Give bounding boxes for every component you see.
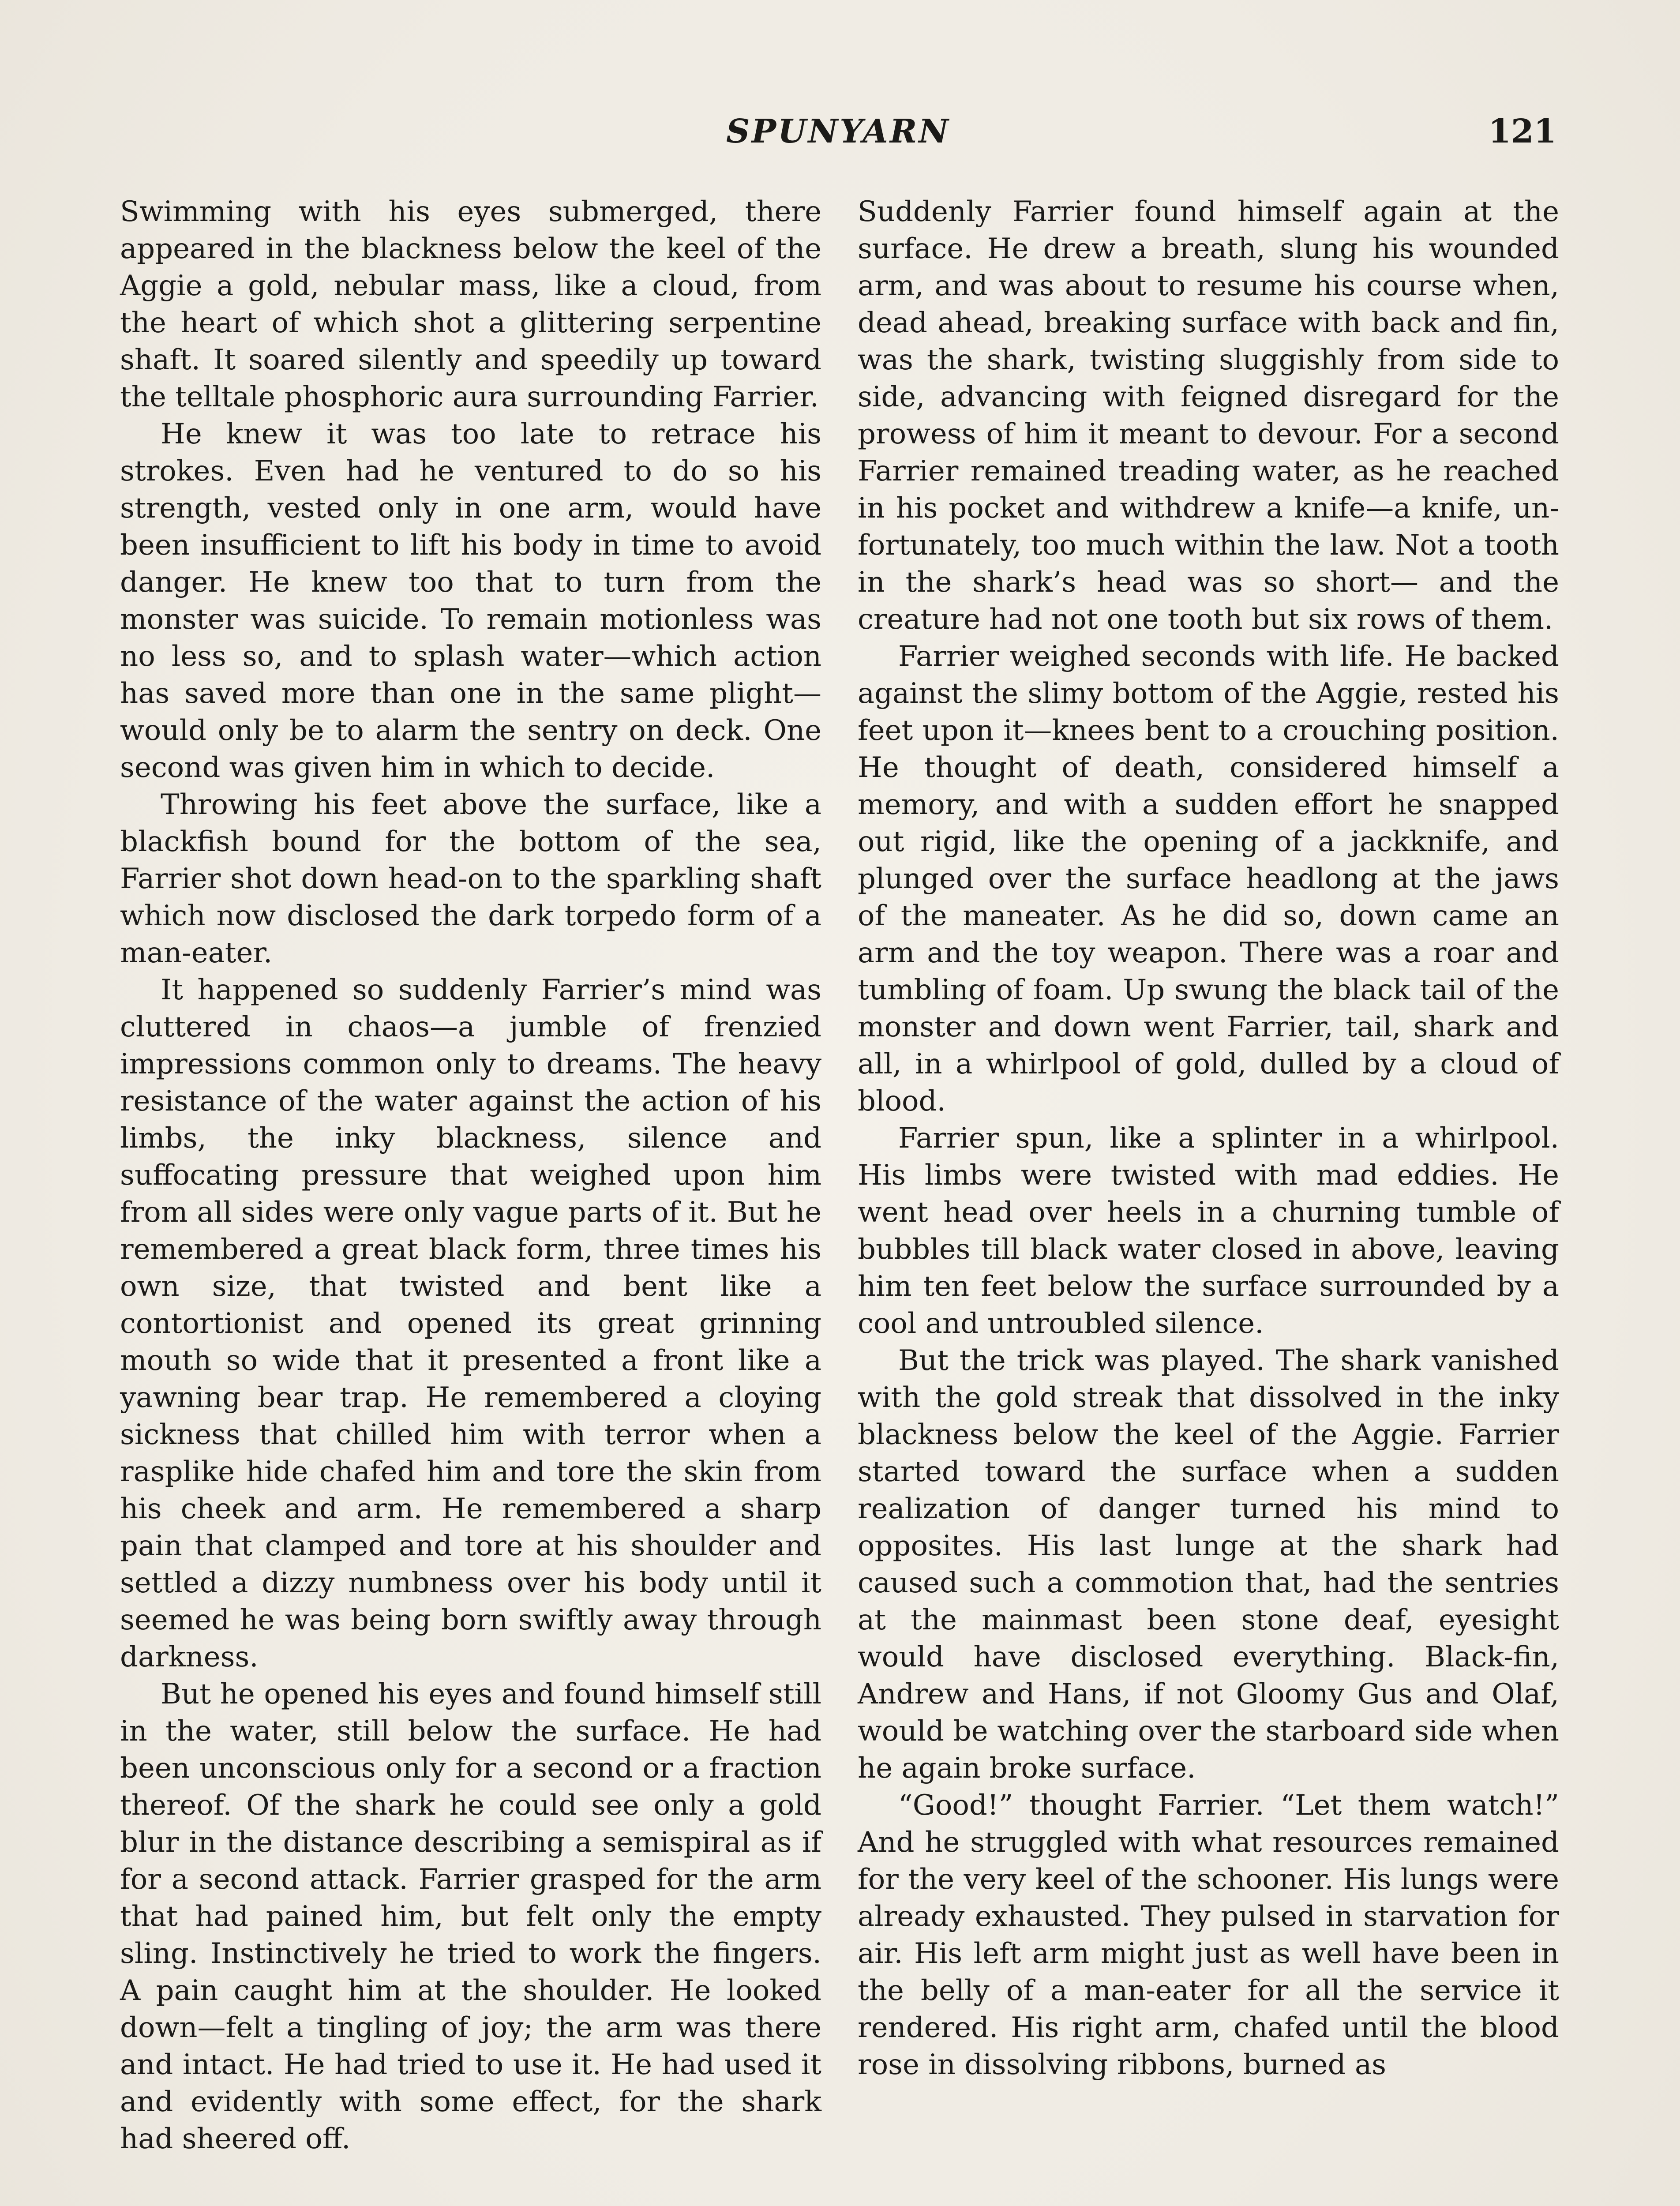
paragraph: But he opened his eyes and found himself still in the water, still below the surface. He had been unconscious only for a second or a fraction thereof. Of the shark he could see only a gold blur in the distance describing a semispiral as if for a second attack. Farrier grasped for the arm that had pained him, but felt only the empty sling. Instinctively he tried to work the fingers. A pain caught him at the shoulder. He looked down—felt a tingling of joy; the arm was there and intact. He had tried to use it. He had used it and evidently with some effect, for the shark had sheered off. bbox=[120, 1678, 821, 2155]
page-number: 121 bbox=[1488, 113, 1556, 150]
paragraph: Farrier weighed seconds with life. He backed against the slimy bottom of the Aggie, rested his feet upon it—knees bent to a crouching position. He thought of death, considered himself a memory, and with a sudden effort he snapped out rigid, like the opening of a jackknife, and plunged over the surface headlong at the jaws of the maneater. As he did so, down came an arm and the toy weapon. There was a roar and tumbling of foam. Up swung the black tail of the monster and down went Farrier, tail, shark and all, in a whirlpool of gold, dulled by a cloud of blood. bbox=[858, 640, 1559, 1118]
paragraph: Suddenly Farrier found himself again at the surface. He drew a breath, slung his wounded arm, and was about to resume his course when, dead ahead, breaking surface with back and fin, was the shark, twisting sluggishly from side to side, advancing with feigned disregard for the prowess of him it meant to devour. For a second Farrier remained treading water, as he reached in his pocket and withdrew a knife—a knife, unfortunately, too much within the law. Not a tooth in the shark’s head was so short— and the creature had not one tooth but six rows of them. bbox=[858, 195, 1559, 636]
paragraph: Swimming with his eyes submerged, there appeared in the blackness below the keel of the Aggie a gold, nebular mass, like a cloud, from the heart of which shot a glittering serpentine shaft. It soared silently and speedily up toward the telltale phosphoric aura surrounding Farrier. bbox=[120, 195, 821, 413]
paragraph: But the trick was played. The shark vanished with the gold streak that dissolved in the inky blackness below the keel of the Aggie. Farrier started toward the surface when a sudden realization of danger turned his mind to opposites. His last lunge at the shark had caused such a commotion that, had the sentries at the mainmast been stone deaf, eyesight would have disclosed everything. Black-fin, Andrew and Hans, if not Gloomy Gus and Olaf, would be watching over the starboard side when he again broke surface. bbox=[858, 1344, 1559, 1785]
right-column bbox=[858, 193, 1559, 2083]
paragraph: Farrier spun, like a splinter in a whirlpool. His limbs were twisted with mad eddies. He went head over heels in a churning tumble of bubbles till black water closed in above, leaving him ten feet below the surface surrounded by a cool and untroubled silence. bbox=[858, 1122, 1559, 1340]
left-column bbox=[120, 193, 821, 2157]
paragraph: Throwing his feet above the surface, like a blackfish bound for the bottom of the sea, Farrier shot down head-on to the sparkling shaft which now disclosed the dark torpedo form of a man-eater. bbox=[120, 788, 821, 969]
running-title: SPUNYARN bbox=[726, 113, 950, 150]
paragraph: He knew it was too late to retrace his strokes. Even had he ventured to do so his strength, vested only in one arm, would have been insufficient to lift his body in time to avoid danger. He knew too that to turn from the monster was suicide. To remain motionless was no less so, and to splash water—which action has saved more than one in the same plight—would only be to alarm the sentry on deck. One second was given him in which to decide. bbox=[120, 418, 821, 784]
paragraph: “Good!” thought Farrier. “Let them watch!” And he struggled with what resources remained for the very keel of the schooner. His lungs were already exhausted. They pulsed in starvation for air. His left arm might just as well have been in the belly of a man-eater for all the service it rendered. His right arm, chafed until the blood rose in dissolving ribbons, burned as bbox=[858, 1789, 1559, 2081]
paragraph: It happened so suddenly Farrier’s mind was cluttered in chaos—a jumble of frenzied impressions common only to dreams. The heavy resistance of the water against the action of his limbs, the inky blackness, silence and suffocating pressure that weighed upon him from all sides were only vague parts of it. But he remembered a great black form, three times his own size, that twisted and bent like a contortionist and opened its great grinning mouth so wide that it presented a front like a yawning bear trap. He remembered a cloying sickness that chilled him with terror when a rasplike hide chafed him and tore the skin from his cheek and arm. He remembered a sharp pain that clamped and tore at his shoulder and settled a dizzy numbness over his body until it seemed he was being born swiftly away through darkness. bbox=[120, 974, 821, 1673]
